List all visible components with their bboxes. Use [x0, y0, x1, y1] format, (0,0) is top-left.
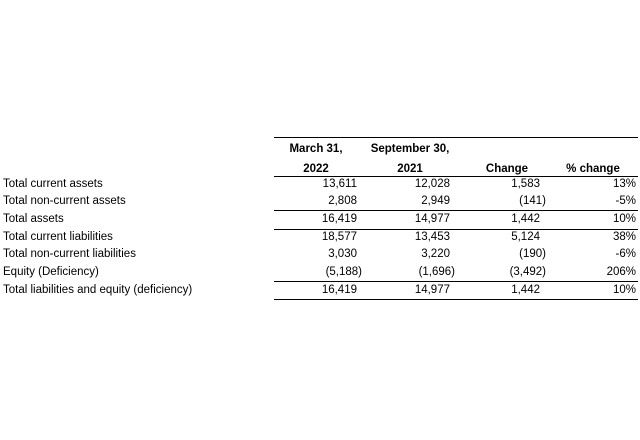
- row-value-change: 1,583: [511, 178, 540, 190]
- header-pct-change: % change: [566, 163, 620, 175]
- row-label-total-non-current-assets: Total non-current assets: [3, 195, 126, 207]
- row-value-mar2022: 3,030: [328, 248, 357, 260]
- header-march-2022: [276, 142, 356, 176]
- row-value-sep2021: 14,977: [414, 213, 450, 225]
- row-value-pct: -5%: [615, 195, 636, 207]
- total-assets-top-rule: [274, 210, 638, 211]
- row-label-total-current-assets: Total current assets: [3, 178, 103, 190]
- header-september-2021-line2: 2021: [397, 163, 423, 175]
- row-value-pct: -6%: [615, 248, 636, 260]
- header-september-2021-line1: September 30,: [370, 143, 450, 155]
- header-september-2021: [358, 142, 462, 176]
- header-top-rule: [274, 137, 638, 138]
- row-label-total-liabilities-and-equity: Total liabilities and equity (deficiency): [3, 284, 193, 296]
- row-value-change: (190): [519, 248, 546, 260]
- row-value-sep2021: (1,696): [418, 266, 455, 278]
- row-value-mar2022: 16,419: [321, 213, 357, 225]
- row-value-mar2022: 16,419: [321, 284, 357, 296]
- row-label-total-assets: Total assets: [3, 213, 64, 225]
- row-value-change: 5,124: [511, 231, 540, 243]
- row-value-change: 1,442: [511, 213, 540, 225]
- row-value-sep2021: 12,028: [414, 178, 450, 190]
- row-value-mar2022: (5,188): [325, 266, 362, 278]
- row-value-sep2021: 2,949: [421, 195, 450, 207]
- total-liabilities-top-rule: [274, 281, 638, 282]
- row-value-change: (141): [519, 195, 546, 207]
- row-label-total-current-liabilities: Total current liabilities: [3, 231, 113, 243]
- header-change: Change: [485, 163, 529, 175]
- row-value-pct: 10%: [612, 284, 636, 296]
- row-label-equity-deficiency: Equity (Deficiency): [3, 266, 99, 278]
- row-value-pct: 10%: [612, 213, 636, 225]
- header-march-2022-line1: March 31,: [289, 143, 343, 155]
- row-label-total-non-current-liabilities: Total non-current liabilities: [3, 248, 136, 260]
- row-value-mar2022: 18,577: [321, 231, 357, 243]
- row-value-pct: 206%: [606, 266, 636, 278]
- row-value-pct: 13%: [612, 178, 636, 190]
- row-value-mar2022: 13,611: [322, 178, 357, 190]
- row-value-sep2021: 13,453: [414, 231, 450, 243]
- row-value-sep2021: 3,220: [421, 248, 450, 260]
- header-march-2022-line2: 2022: [303, 163, 329, 175]
- table-bottom-rule: [274, 299, 638, 300]
- row-value-mar2022: 2,808: [328, 195, 357, 207]
- row-value-change: 1,442: [511, 284, 540, 296]
- row-value-pct: 38%: [612, 231, 636, 243]
- row-value-sep2021: 14,977: [414, 284, 450, 296]
- row-value-change: (3,492): [509, 266, 546, 278]
